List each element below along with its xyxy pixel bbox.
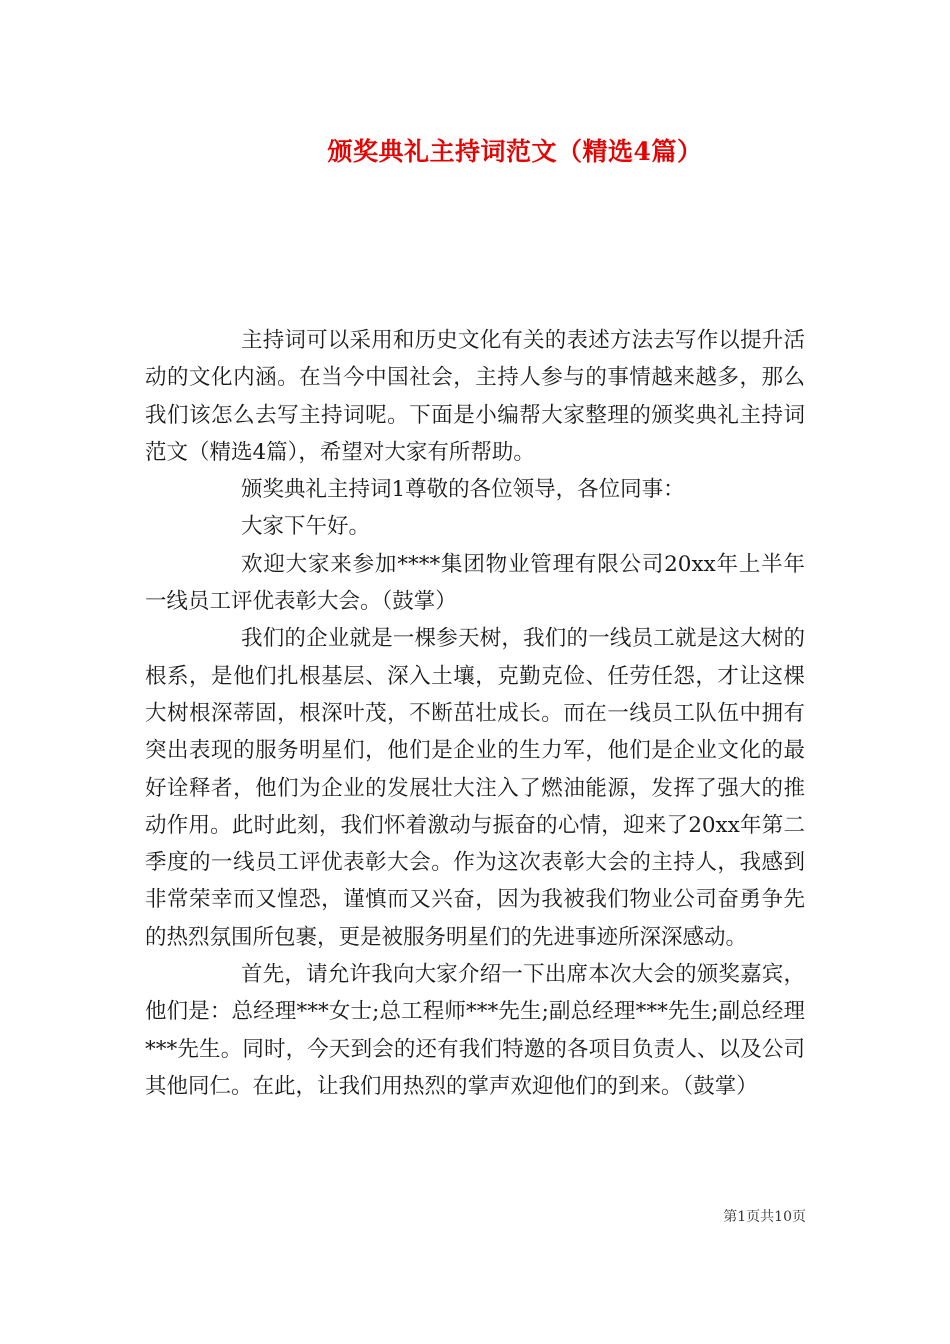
paragraph-enterprise: 我们的企业就是一棵参天树，我们的一线员工就是这大树的根系，是他们扎根基层、深入土壤，克勤克俭、任劳任怨，才让这棵大树根深蒂固，根深叶茂，不断茁壮成长。而在一线员工队伍中拥有突出表现的服务明星们，他们是企业的生力军，他们是企业文化的最好诠释者，他们为企业的发展壮大注入了燃油能源，发挥了强大的推动作用。此时此刻，我们怀着激动与振奋的心情，迎来了20xx年第二季度的一线员工评优表彰大会。作为这次表彰大会的主持人，我感到非常荣幸而又惶恐，谨慎而又兴奋，因为我被我们物业公司奋勇争先的热烈氛围所包裹，更是被服务明星们的先进事迹所深深感动。 xyxy=(145,626,805,950)
paragraph-salutation: 颁奖典礼主持词1尊敬的各位领导，各位同事： xyxy=(241,477,685,503)
document-body xyxy=(145,322,805,1105)
paragraph-welcome: 欢迎大家来参加****集团物业管理有限公司20xx年上半年一线员工评优表彰大会。（鼓掌） xyxy=(145,551,805,615)
document-title: 颁奖典礼主持词范文（精选4篇） xyxy=(327,137,703,166)
paragraph-intro: 主持词可以采用和历史文化有关的表述方法去写作以提升活动的文化内涵。在当今中国社会，主持人参与的事情越来越多，那么我们该怎么去写主持词呢。下面是小编帮大家整理的颁奖典礼主持词范文（精选4篇），希望对大家有所帮助。 xyxy=(145,328,805,465)
paragraph-greeting: 大家下午好。 xyxy=(241,514,371,540)
paragraph-guests: 首先，请允许我向大家介绍一下出席本次大会的颁奖嘉宾，他们是：总经理***女士;总工程师***先生;副总经理***先生;副总经理***先生。同时，今天到会的还有我们特邀的各项目负责人、以及公司其他同仁。在此，让我们用热烈的掌声欢迎他们的到来。（鼓掌） xyxy=(145,962,805,1099)
page-number: 第1页共10页 xyxy=(723,1209,806,1225)
